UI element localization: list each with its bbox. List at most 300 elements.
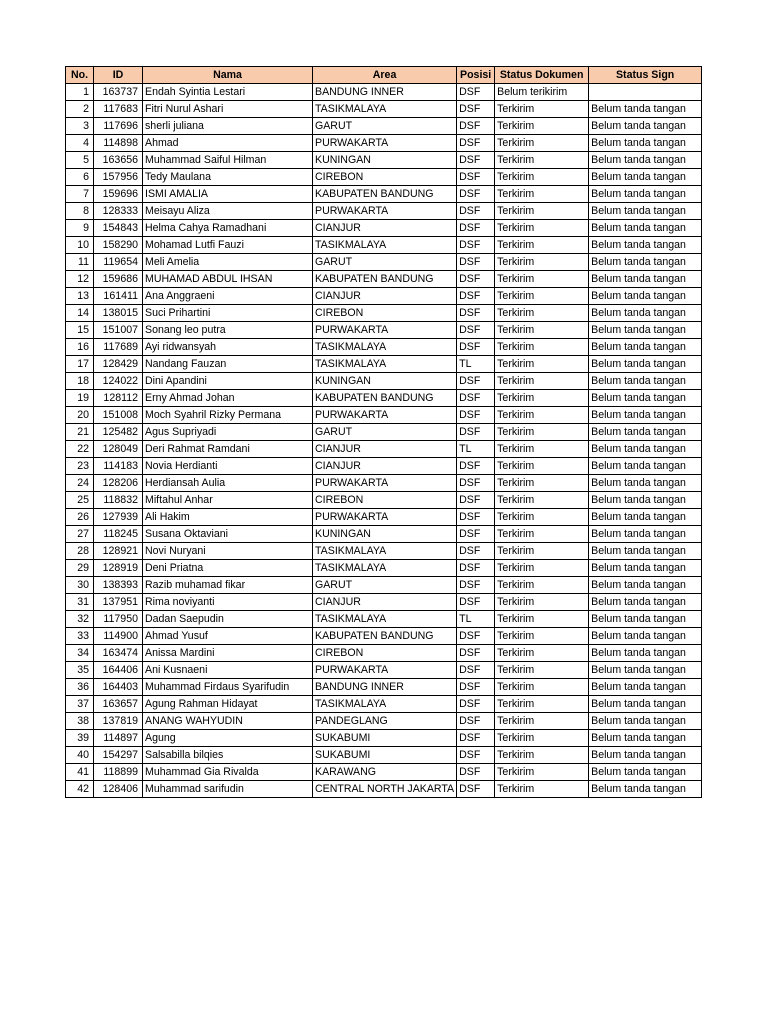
cell-no: 33 (66, 628, 94, 645)
cell-id: 138393 (94, 577, 143, 594)
cell-status-sign: Belum tanda tangan (589, 696, 702, 713)
cell-area: CIANJUR (313, 288, 457, 305)
cell-area: KUNINGAN (313, 152, 457, 169)
cell-status-sign: Belum tanda tangan (589, 611, 702, 628)
cell-status-dokumen: Terkirim (495, 101, 589, 118)
cell-status-sign: Belum tanda tangan (589, 390, 702, 407)
cell-area: KABUPATEN BANDUNG (313, 390, 457, 407)
cell-no: 23 (66, 458, 94, 475)
cell-no: 38 (66, 713, 94, 730)
table-row (66, 594, 702, 611)
cell-posisi: DSF (457, 560, 495, 577)
cell-posisi: TL (457, 611, 495, 628)
cell-status-sign: Belum tanda tangan (589, 662, 702, 679)
cell-status-sign: Belum tanda tangan (589, 645, 702, 662)
cell-posisi: DSF (457, 781, 495, 798)
cell-status-dokumen: Terkirim (495, 407, 589, 424)
cell-no: 16 (66, 339, 94, 356)
cell-id: 128921 (94, 543, 143, 560)
cell-no: 20 (66, 407, 94, 424)
table-row (66, 220, 702, 237)
cell-id: 163474 (94, 645, 143, 662)
status-table (65, 66, 702, 798)
cell-nama: Helma Cahya Ramadhani (143, 220, 313, 237)
table-row (66, 730, 702, 747)
cell-nama: Meli Amelia (143, 254, 313, 271)
cell-id: 114898 (94, 135, 143, 152)
cell-status-dokumen: Terkirim (495, 169, 589, 186)
cell-posisi: DSF (457, 339, 495, 356)
cell-status-dokumen: Terkirim (495, 645, 589, 662)
table-row (66, 475, 702, 492)
cell-area: TASIKMALAYA (313, 356, 457, 373)
cell-area: SUKABUMI (313, 747, 457, 764)
table-row (66, 288, 702, 305)
cell-status-sign: Belum tanda tangan (589, 475, 702, 492)
table-row (66, 424, 702, 441)
cell-nama: Tedy Maulana (143, 169, 313, 186)
cell-no: 18 (66, 373, 94, 390)
cell-status-sign: Belum tanda tangan (589, 101, 702, 118)
cell-id: 119654 (94, 254, 143, 271)
cell-area: CIANJUR (313, 220, 457, 237)
table-row (66, 186, 702, 203)
cell-no: 9 (66, 220, 94, 237)
cell-nama: Miftahul Anhar (143, 492, 313, 509)
cell-id: 128406 (94, 781, 143, 798)
cell-posisi: DSF (457, 645, 495, 662)
header-area: Area (313, 67, 457, 84)
cell-status-sign: Belum tanda tangan (589, 441, 702, 458)
cell-id: 128919 (94, 560, 143, 577)
cell-id: 164406 (94, 662, 143, 679)
cell-status-sign: Belum tanda tangan (589, 254, 702, 271)
cell-status-dokumen: Terkirim (495, 152, 589, 169)
cell-no: 24 (66, 475, 94, 492)
cell-area: KUNINGAN (313, 373, 457, 390)
cell-area: PURWAKARTA (313, 203, 457, 220)
cell-status-dokumen: Terkirim (495, 713, 589, 730)
cell-no: 27 (66, 526, 94, 543)
cell-status-sign: Belum tanda tangan (589, 509, 702, 526)
cell-area: GARUT (313, 577, 457, 594)
cell-posisi: DSF (457, 254, 495, 271)
cell-nama: Salsabilla bilqies (143, 747, 313, 764)
table-row (66, 152, 702, 169)
cell-posisi: DSF (457, 101, 495, 118)
cell-area: TASIKMALAYA (313, 696, 457, 713)
table-row (66, 543, 702, 560)
cell-area: PURWAKARTA (313, 662, 457, 679)
cell-area: CIREBON (313, 645, 457, 662)
cell-status-dokumen: Terkirim (495, 322, 589, 339)
cell-no: 28 (66, 543, 94, 560)
cell-no: 11 (66, 254, 94, 271)
cell-status-sign: Belum tanda tangan (589, 679, 702, 696)
cell-no: 30 (66, 577, 94, 594)
table-row (66, 356, 702, 373)
cell-nama: Agus Supriyadi (143, 424, 313, 441)
cell-nama: Fitri Nurul Ashari (143, 101, 313, 118)
table-row (66, 118, 702, 135)
cell-no: 3 (66, 118, 94, 135)
cell-id: 128112 (94, 390, 143, 407)
header-posisi: Posisi (457, 67, 495, 84)
cell-id: 114183 (94, 458, 143, 475)
cell-id: 117950 (94, 611, 143, 628)
cell-area: CIREBON (313, 492, 457, 509)
cell-id: 128206 (94, 475, 143, 492)
header-row (66, 67, 702, 84)
cell-status-dokumen: Terkirim (495, 475, 589, 492)
cell-nama: Rima noviyanti (143, 594, 313, 611)
cell-nama: Moch Syahril Rizky Permana (143, 407, 313, 424)
cell-no: 2 (66, 101, 94, 118)
cell-nama: MUHAMAD ABDUL IHSAN (143, 271, 313, 288)
cell-no: 15 (66, 322, 94, 339)
cell-status-dokumen: Terkirim (495, 679, 589, 696)
cell-posisi: DSF (457, 577, 495, 594)
table-row (66, 645, 702, 662)
cell-posisi: DSF (457, 747, 495, 764)
table-row (66, 373, 702, 390)
table-row (66, 611, 702, 628)
cell-status-sign: Belum tanda tangan (589, 781, 702, 798)
cell-posisi: DSF (457, 220, 495, 237)
cell-area: CENTRAL NORTH JAKARTA (313, 781, 457, 798)
cell-area: CIANJUR (313, 458, 457, 475)
header-status-sign: Status Sign (589, 67, 702, 84)
table-row (66, 679, 702, 696)
cell-no: 35 (66, 662, 94, 679)
cell-no: 22 (66, 441, 94, 458)
cell-posisi: TL (457, 441, 495, 458)
cell-status-dokumen: Terkirim (495, 220, 589, 237)
cell-posisi: DSF (457, 271, 495, 288)
cell-no: 14 (66, 305, 94, 322)
cell-posisi: DSF (457, 237, 495, 254)
cell-status-sign: Belum tanda tangan (589, 220, 702, 237)
cell-nama: ANANG WAHYUDIN (143, 713, 313, 730)
cell-posisi: DSF (457, 288, 495, 305)
cell-nama: Novi Nuryani (143, 543, 313, 560)
cell-no: 10 (66, 237, 94, 254)
cell-posisi: DSF (457, 475, 495, 492)
cell-id: 163657 (94, 696, 143, 713)
cell-posisi: DSF (457, 526, 495, 543)
cell-nama: Deri Rahmat Ramdani (143, 441, 313, 458)
cell-posisi: TL (457, 356, 495, 373)
cell-no: 21 (66, 424, 94, 441)
cell-area: GARUT (313, 424, 457, 441)
cell-status-dokumen: Terkirim (495, 288, 589, 305)
cell-posisi: DSF (457, 305, 495, 322)
cell-posisi: DSF (457, 322, 495, 339)
table-row (66, 407, 702, 424)
table-row (66, 696, 702, 713)
table-body (66, 84, 702, 798)
cell-nama: Ani Kusnaeni (143, 662, 313, 679)
cell-area: SUKABUMI (313, 730, 457, 747)
cell-nama: Ahmad (143, 135, 313, 152)
cell-status-dokumen: Terkirim (495, 492, 589, 509)
table-row (66, 237, 702, 254)
cell-nama: sherli juliana (143, 118, 313, 135)
cell-id: 118899 (94, 764, 143, 781)
cell-posisi: DSF (457, 730, 495, 747)
cell-posisi: DSF (457, 152, 495, 169)
cell-status-sign: Belum tanda tangan (589, 424, 702, 441)
cell-id: 128333 (94, 203, 143, 220)
cell-status-sign: Belum tanda tangan (589, 526, 702, 543)
cell-id: 125482 (94, 424, 143, 441)
cell-id: 137951 (94, 594, 143, 611)
cell-no: 7 (66, 186, 94, 203)
table-row (66, 271, 702, 288)
cell-status-dokumen: Terkirim (495, 560, 589, 577)
cell-area: PURWAKARTA (313, 475, 457, 492)
cell-status-sign: Belum tanda tangan (589, 594, 702, 611)
cell-status-dokumen: Terkirim (495, 509, 589, 526)
cell-posisi: DSF (457, 492, 495, 509)
cell-nama: Muhammad Firdaus Syarifudin (143, 679, 313, 696)
cell-id: 159696 (94, 186, 143, 203)
cell-status-dokumen: Terkirim (495, 526, 589, 543)
cell-status-sign: Belum tanda tangan (589, 628, 702, 645)
cell-id: 164403 (94, 679, 143, 696)
cell-area: CIREBON (313, 305, 457, 322)
cell-status-sign: Belum tanda tangan (589, 135, 702, 152)
cell-status-dokumen: Terkirim (495, 390, 589, 407)
cell-area: KUNINGAN (313, 526, 457, 543)
cell-area: KARAWANG (313, 764, 457, 781)
table-row (66, 339, 702, 356)
cell-nama: ISMI AMALIA (143, 186, 313, 203)
cell-nama: Ayi ridwansyah (143, 339, 313, 356)
cell-status-dokumen: Terkirim (495, 628, 589, 645)
cell-posisi: DSF (457, 662, 495, 679)
cell-area: BANDUNG INNER (313, 84, 457, 101)
cell-nama: Ana Anggraeni (143, 288, 313, 305)
table-row (66, 390, 702, 407)
cell-status-sign: Belum tanda tangan (589, 764, 702, 781)
cell-area: TASIKMALAYA (313, 543, 457, 560)
cell-no: 6 (66, 169, 94, 186)
cell-posisi: DSF (457, 135, 495, 152)
cell-id: 151008 (94, 407, 143, 424)
cell-no: 37 (66, 696, 94, 713)
cell-status-sign: Belum tanda tangan (589, 271, 702, 288)
cell-nama: Suci Prihartini (143, 305, 313, 322)
cell-posisi: DSF (457, 118, 495, 135)
cell-posisi: DSF (457, 696, 495, 713)
cell-id: 127939 (94, 509, 143, 526)
cell-id: 118832 (94, 492, 143, 509)
cell-nama: Nandang Fauzan (143, 356, 313, 373)
cell-status-sign: Belum tanda tangan (589, 152, 702, 169)
header-status-dokumen: Status Dokumen (495, 67, 589, 84)
cell-status-dokumen: Belum terikirim (495, 84, 589, 101)
cell-id: 158290 (94, 237, 143, 254)
cell-nama: Novia Herdianti (143, 458, 313, 475)
cell-status-sign: Belum tanda tangan (589, 543, 702, 560)
cell-no: 42 (66, 781, 94, 798)
cell-no: 41 (66, 764, 94, 781)
table-row (66, 441, 702, 458)
cell-id: 137819 (94, 713, 143, 730)
cell-status-dokumen: Terkirim (495, 611, 589, 628)
cell-status-dokumen: Terkirim (495, 254, 589, 271)
cell-area: PURWAKARTA (313, 135, 457, 152)
table-row (66, 492, 702, 509)
cell-status-sign: Belum tanda tangan (589, 730, 702, 747)
table-row (66, 254, 702, 271)
cell-nama: Endah Syintia Lestari (143, 84, 313, 101)
cell-status-dokumen: Terkirim (495, 237, 589, 254)
cell-posisi: DSF (457, 203, 495, 220)
cell-posisi: DSF (457, 407, 495, 424)
cell-no: 13 (66, 288, 94, 305)
table-row (66, 662, 702, 679)
cell-status-dokumen: Terkirim (495, 118, 589, 135)
cell-status-dokumen: Terkirim (495, 594, 589, 611)
cell-no: 39 (66, 730, 94, 747)
table-row (66, 628, 702, 645)
cell-status-sign: Belum tanda tangan (589, 305, 702, 322)
table-row (66, 101, 702, 118)
table-row (66, 322, 702, 339)
cell-id: 114900 (94, 628, 143, 645)
cell-id: 157956 (94, 169, 143, 186)
cell-nama: Mohamad Lutfi Fauzi (143, 237, 313, 254)
cell-nama: Sonang leo putra (143, 322, 313, 339)
cell-status-sign: Belum tanda tangan (589, 373, 702, 390)
cell-id: 163737 (94, 84, 143, 101)
cell-status-dokumen: Terkirim (495, 781, 589, 798)
table-row (66, 84, 702, 101)
cell-area: KABUPATEN BANDUNG (313, 628, 457, 645)
table-row (66, 526, 702, 543)
cell-no: 8 (66, 203, 94, 220)
cell-status-sign: Belum tanda tangan (589, 322, 702, 339)
table-row (66, 458, 702, 475)
cell-id: 118245 (94, 526, 143, 543)
cell-nama: Muhammad sarifudin (143, 781, 313, 798)
cell-status-sign: Belum tanda tangan (589, 339, 702, 356)
cell-no: 34 (66, 645, 94, 662)
cell-id: 154297 (94, 747, 143, 764)
cell-no: 31 (66, 594, 94, 611)
cell-area: TASIKMALAYA (313, 237, 457, 254)
cell-area: TASIKMALAYA (313, 611, 457, 628)
cell-area: TASIKMALAYA (313, 339, 457, 356)
table-row (66, 203, 702, 220)
cell-status-dokumen: Terkirim (495, 424, 589, 441)
table-row (66, 135, 702, 152)
table-header (66, 67, 702, 84)
cell-area: GARUT (313, 254, 457, 271)
cell-status-dokumen: Terkirim (495, 305, 589, 322)
cell-status-sign: Belum tanda tangan (589, 458, 702, 475)
cell-id: 159686 (94, 271, 143, 288)
cell-status-sign: Belum tanda tangan (589, 407, 702, 424)
cell-nama: Dini Apandini (143, 373, 313, 390)
cell-nama: Deni Priatna (143, 560, 313, 577)
cell-posisi: DSF (457, 169, 495, 186)
cell-status-sign: Belum tanda tangan (589, 118, 702, 135)
cell-status-dokumen: Terkirim (495, 135, 589, 152)
cell-area: CIANJUR (313, 441, 457, 458)
cell-status-sign: Belum tanda tangan (589, 203, 702, 220)
cell-no: 26 (66, 509, 94, 526)
cell-status-dokumen: Terkirim (495, 747, 589, 764)
cell-status-dokumen: Terkirim (495, 730, 589, 747)
cell-posisi: DSF (457, 390, 495, 407)
cell-posisi: DSF (457, 543, 495, 560)
cell-status-sign: Belum tanda tangan (589, 237, 702, 254)
table-row (66, 560, 702, 577)
cell-posisi: DSF (457, 628, 495, 645)
cell-status-dokumen: Terkirim (495, 458, 589, 475)
cell-nama: Agung Rahman Hidayat (143, 696, 313, 713)
cell-nama: Muhammad Gia Rivalda (143, 764, 313, 781)
table-row (66, 764, 702, 781)
cell-status-sign: Belum tanda tangan (589, 169, 702, 186)
cell-no: 4 (66, 135, 94, 152)
cell-no: 40 (66, 747, 94, 764)
cell-posisi: DSF (457, 424, 495, 441)
cell-status-dokumen: Terkirim (495, 441, 589, 458)
cell-status-sign: Belum tanda tangan (589, 577, 702, 594)
cell-status-dokumen: Terkirim (495, 373, 589, 390)
cell-id: 163656 (94, 152, 143, 169)
cell-id: 128049 (94, 441, 143, 458)
cell-posisi: DSF (457, 594, 495, 611)
cell-posisi: DSF (457, 764, 495, 781)
cell-no: 29 (66, 560, 94, 577)
cell-nama: Erny Ahmad Johan (143, 390, 313, 407)
header-id: ID (94, 67, 143, 84)
cell-area: TASIKMALAYA (313, 101, 457, 118)
cell-posisi: DSF (457, 186, 495, 203)
cell-nama: Razib muhamad fikar (143, 577, 313, 594)
cell-status-sign: Belum tanda tangan (589, 492, 702, 509)
cell-status-sign: Belum tanda tangan (589, 186, 702, 203)
cell-nama: Ali Hakim (143, 509, 313, 526)
cell-id: 117689 (94, 339, 143, 356)
cell-status-dokumen: Terkirim (495, 186, 589, 203)
cell-nama: Anissa Mardini (143, 645, 313, 662)
cell-no: 5 (66, 152, 94, 169)
cell-area: KABUPATEN BANDUNG (313, 271, 457, 288)
table-row (66, 713, 702, 730)
cell-area: CIREBON (313, 169, 457, 186)
cell-no: 19 (66, 390, 94, 407)
cell-id: 114897 (94, 730, 143, 747)
cell-status-sign: Belum tanda tangan (589, 560, 702, 577)
header-no: No. (66, 67, 94, 84)
cell-id: 161411 (94, 288, 143, 305)
cell-posisi: DSF (457, 679, 495, 696)
cell-id: 138015 (94, 305, 143, 322)
table-row (66, 747, 702, 764)
cell-id: 117696 (94, 118, 143, 135)
cell-no: 17 (66, 356, 94, 373)
cell-id: 117683 (94, 101, 143, 118)
cell-area: BANDUNG INNER (313, 679, 457, 696)
cell-area: PANDEGLANG (313, 713, 457, 730)
cell-nama: Ahmad Yusuf (143, 628, 313, 645)
